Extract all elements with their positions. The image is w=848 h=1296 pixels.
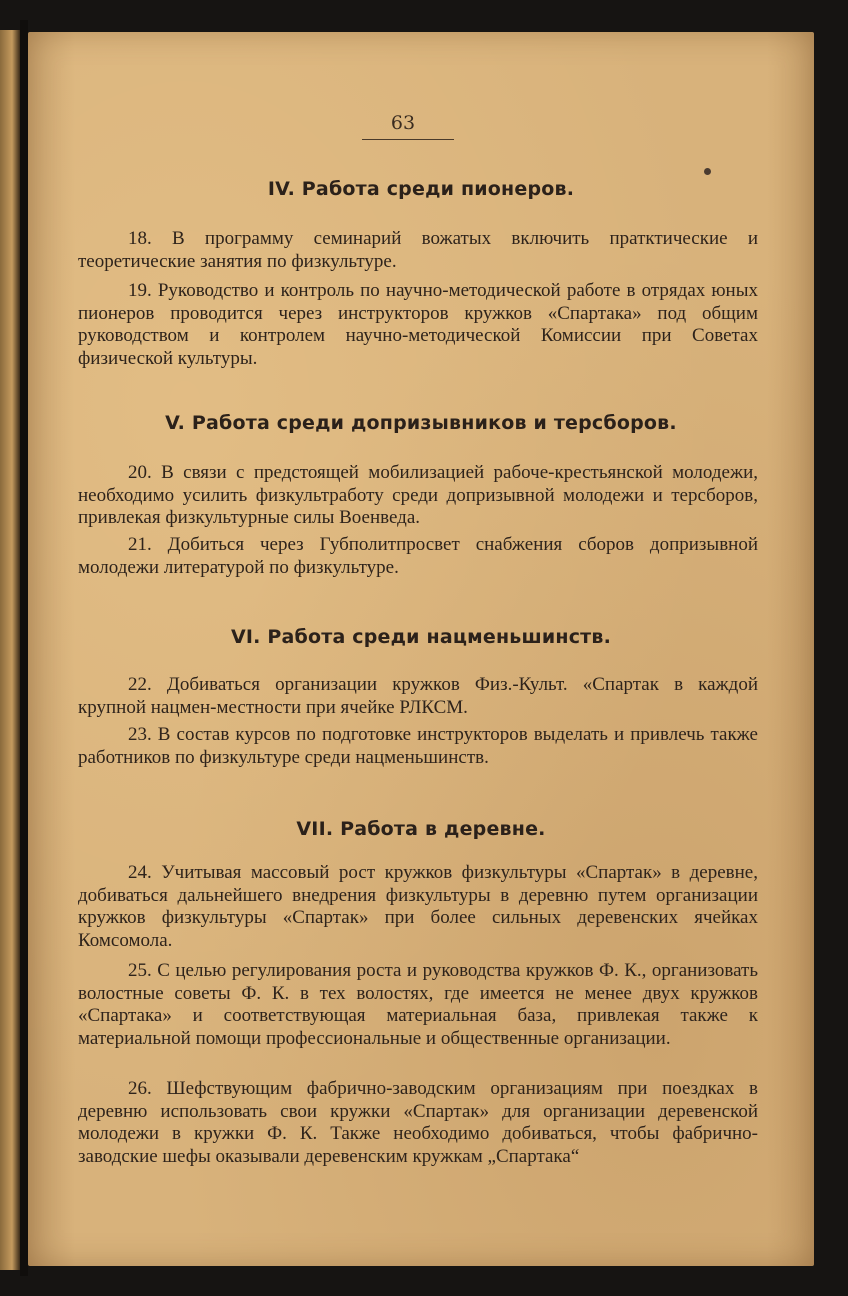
paragraph-22: 22. Добиваться организации кружков Физ.-Культ. «Спартак в каждой крупной нацмен-местности при ячейке РЛКСМ. [78, 674, 758, 718]
paragraph-24: 24. Учитывая массовый рост кружков физкультуры «Спартак» в деревне, добиваться дальнейшего внедрения физкультуры в деревню путем организации кружков физкультуры «Спартак» при более сильных деревенских ячейках Комсомола. [78, 862, 758, 951]
section-heading-7: VII. Работа в деревне. [296, 818, 546, 840]
section-heading-6: VI. Работа среди нацменьшинств. [230, 626, 612, 648]
paragraph-25: 25. С целью регулирования роста и руководства кружков Ф. К., организовать волостные советы Ф. К. в тех волостях, где имеется не менее двух кружков «Спартака» и соответствующая материальная база, привлекая также к материальной помощи профессиональные и общественные организации. [78, 960, 758, 1049]
page-number: 63 [390, 112, 416, 134]
section-heading-4: IV. Работа среди пионеров. [267, 178, 575, 200]
paragraph-23: 23. В состав курсов по подготовке инструкторов выделать и привлечь также работников по физкультуре среди нацменьшинств. [78, 724, 758, 768]
book-gutter [20, 20, 28, 1276]
section-heading-5: V. Работа среди допризывников и терсборов. [165, 412, 677, 434]
paragraph-18: 18. В программу семинарий вожатых включить пратктические и теоретические занятия по физкультуре. [78, 228, 758, 272]
paragraph-19: 19. Руководство и контроль по научно-методической работе в отрядах юных пионеров проводится через инструкторов кружков «Спартака» под общим руководством и контролем научно-методической Комиссии при Советах физической культуры. [78, 280, 758, 369]
paragraph-26: 26. Шефствующим фабрично-заводским организациям при поездках в деревню использовать свои кружки «Спартак» для организации деревенской молодежи в кружки Ф. К. Также необходимо добиваться, чтобы фабрично-заводские шефы оказывали деревенским кружкам „Спартака“ [78, 1078, 758, 1167]
left-page-edge [0, 30, 20, 1270]
paragraph-21: 21. Добиться через Губполитпросвет снабжения сборов допризывной молодежи литературой по физкультуре. [78, 534, 758, 578]
page-number-rule [362, 139, 454, 140]
paragraph-20: 20. В связи с предстоящей мобилизацией рабоче-крестьянской молодежи, необходимо усилить физкультработу среди допризывной молодежи и терсборов, привлекая физкультурные силы Военведа. [78, 462, 758, 528]
book-page [28, 32, 814, 1266]
ink-blot [704, 168, 711, 175]
